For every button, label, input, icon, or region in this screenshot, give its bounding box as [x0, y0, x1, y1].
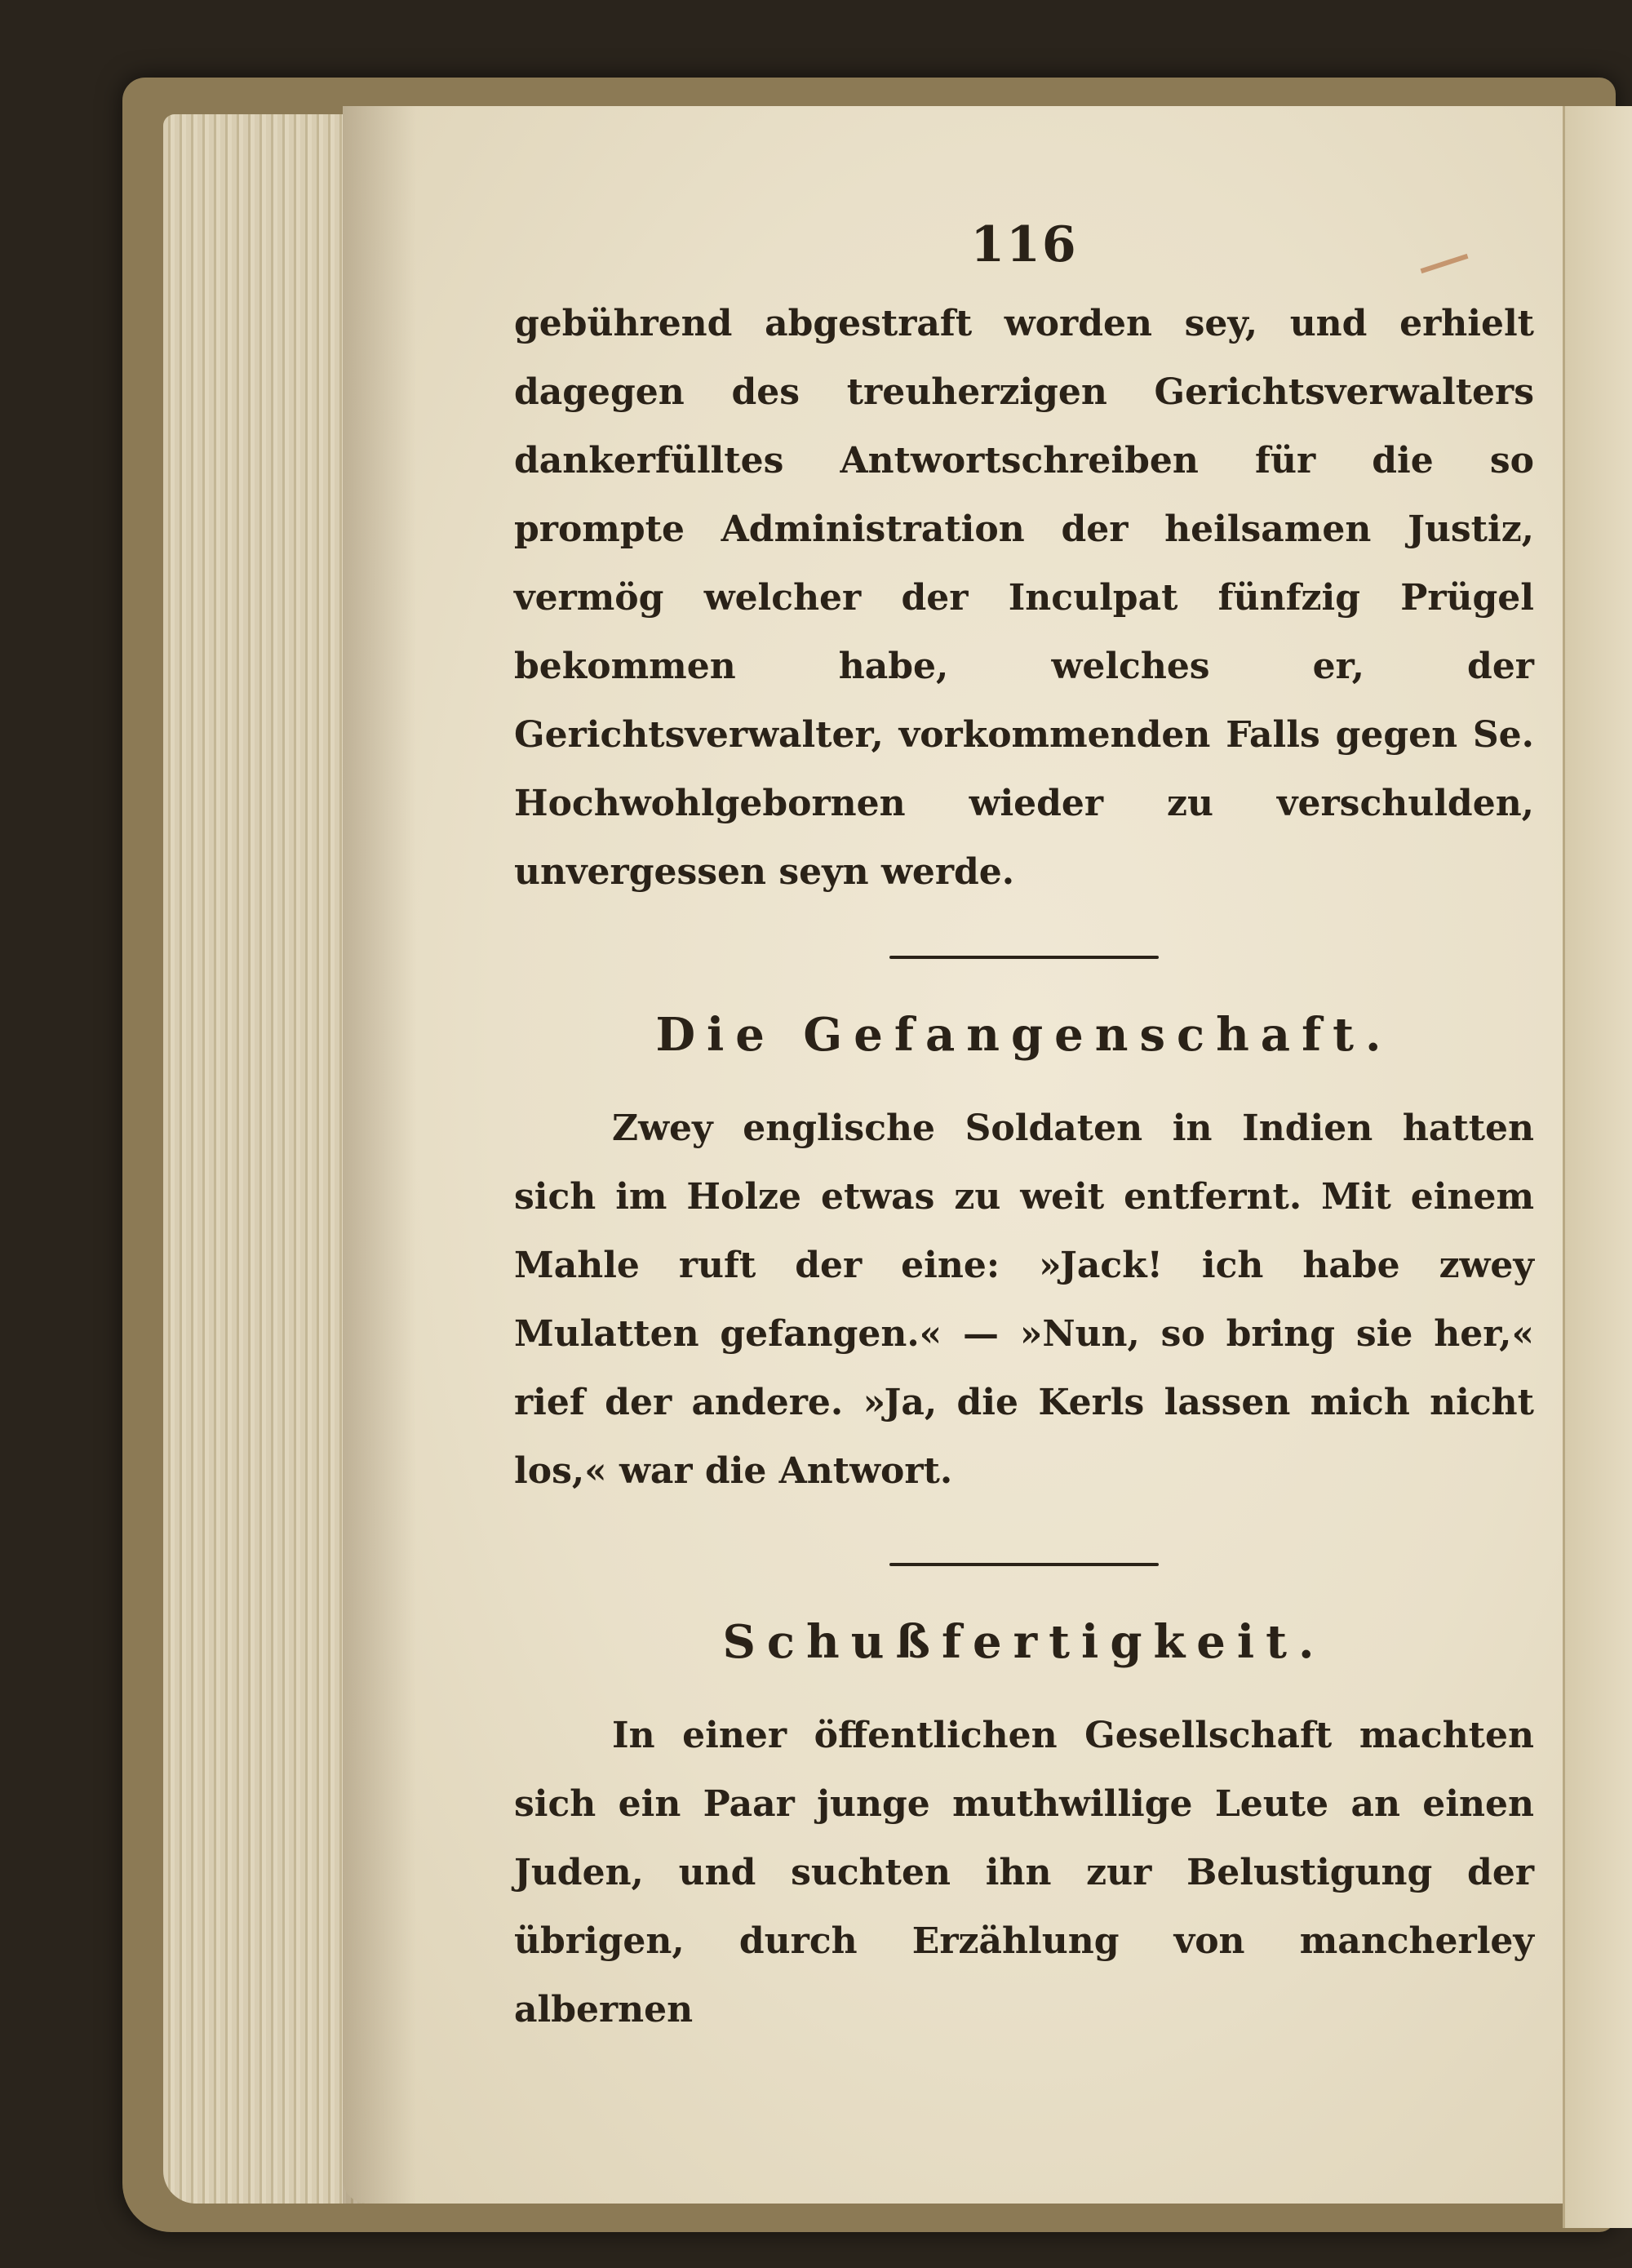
section-divider — [889, 1563, 1159, 1566]
heading-schussfertigkeit: Schußfertigkeit. — [722, 1615, 1326, 1669]
text-block — [514, 216, 1534, 2044]
paragraph-continuation: gebührend abgestraft worden sey, und erhielt dagegen des treuherzigen Gerichtsverwalters dankerfülltes Antwortschreiben für die so prompte Administration der heilsamen Justiz, vermög welcher der Inculpat fünfzig Prügel bekommen habe, welches er, der Gerichtsverwalter, vorkommenden Falls gegen Se. Hochwohlgebornen wieder zu verschulden, unvergessen seyn werde. — [514, 303, 1534, 893]
paragraph-gefangenschaft: Zwey englische Soldaten in Indien hatten sich im Holze etwas zu weit entfernt. Mit einem Mahle ruft der eine: »Jack! ich habe zwey Mulatten gefangen.« — »Nun, so bring sie her,« rief der andere. »Ja, die Kerls lassen mich nicht los,« war die Antwort. — [514, 1107, 1534, 1492]
paragraph-schussfertigkeit: In einer öffentlichen Gesellschaft machten sich ein Paar junge muthwillige Leute an einen Juden, und suchten ihn zur Belustigung der übrigen, durch Erzählung von mancherley albernen — [514, 1715, 1534, 2031]
page-edges — [163, 114, 367, 2204]
page-number: 116 — [970, 216, 1078, 273]
section-divider — [889, 956, 1159, 959]
facing-page-edge — [1563, 106, 1632, 2228]
heading-gefangenschaft: Die Gefangenschaft. — [655, 1008, 1393, 1062]
gutter-shadow — [343, 106, 416, 2204]
